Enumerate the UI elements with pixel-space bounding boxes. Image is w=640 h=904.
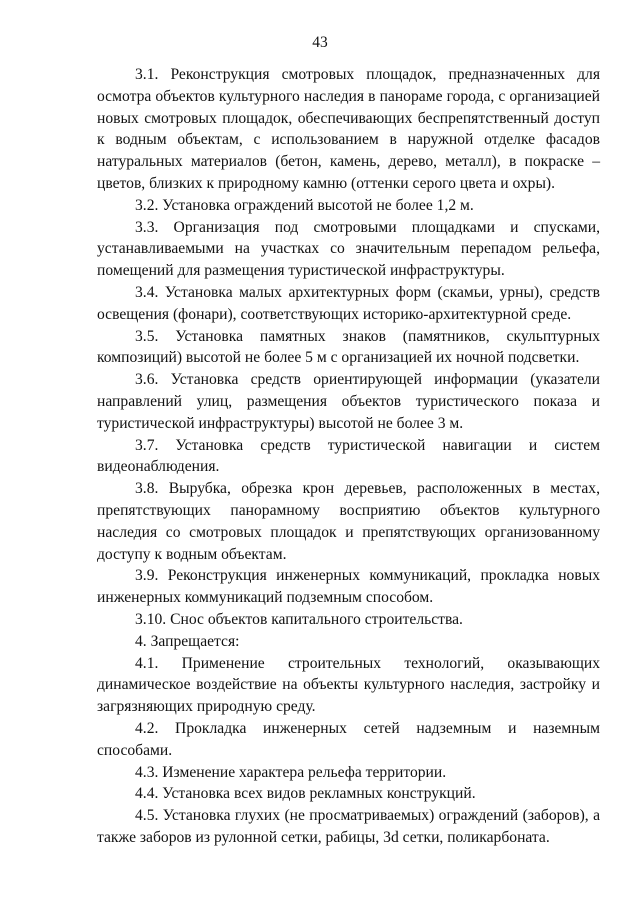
paragraph-3-5: 3.5. Установка памятных знаков (памятников, скульптурных композиций) высотой не более 5 м с организацией их ночной подсветки. [97,327,600,367]
paragraph-3-2: 3.2. Установка ограждений высотой не более 1,2 м. [135,196,474,214]
paragraph-3-10: 3.10. Снос объектов капитального строительства. [135,610,463,628]
paragraph-3-9: 3.9. Реконструкция инженерных коммуникаций, прокладка новых инженерных коммуникаций подземным способом. [97,567,600,607]
paragraph-3-3: 3.3. Организация под смотровыми площадками и спусками, устанавливаемыми на участках со значительным перепадом рельефа, помещений для размещения туристической инфраструктуры. [97,218,600,280]
paragraph-4-3: 4.3. Изменение характера рельефа территории. [135,763,447,781]
paragraph-4-2: 4.2. Прокладка инженерных сетей надземным и наземным способами. [97,719,600,759]
paragraph-3-6: 3.6. Установка средств ориентирующей информации (указатели направлений улиц, размещения объектов туристического показа и туристической инфраструктуры) высотой не более 3 м. [97,371,600,432]
paragraph-3-8: 3.8. Вырубка, обрезка крон деревьев, расположенных в местах, препятствующих панорамному восприятию объектов культурного наследия со смотровых площадок и препятствующих организованному доступу к водным объектам. [97,480,600,563]
paragraph-4-heading: 4. Запрещается: [135,632,240,650]
paragraph-4-5: 4.5. Установка глухих (не просматриваемых) ограждений (заборов), а также заборов из рулонной сетки, рабицы, 3d сетки, поликарбоната. [97,807,600,846]
paragraph-4-1: 4.1. Применение строительных технологий, оказывающих динамическое воздействие на объекты культурного наследия, застройку и загрязняющих природную среду. [97,654,600,716]
page-number: 43 [312,34,328,51]
document-body [97,64,600,849]
paragraph-3-7: 3.7. Установка средств туристической навигации и систем видеонаблюдения. [97,436,600,476]
paragraph-4-4: 4.4. Установка всех видов рекламных конструкций. [135,785,476,803]
paragraph-3-4: 3.4. Установка малых архитектурных форм (скамьи, урны), средств освещения (фонари), соответствующих историко-архитектурной среде. [97,283,600,323]
paragraph-3-1: 3.1. Реконструкция смотровых площадок, предназначенных для осмотра объектов культурного наследия в панораме города, с организацией новых смотровых площадок, обеспечивающих беспрепятственный доступ к водным объектам, с использованием в наружной отделке фасадов натуральных материалов (бетон, камень, дерево, металл), в покраске – цветов, близких к природному камню (оттенки серого цвета и охры). [97,66,600,192]
